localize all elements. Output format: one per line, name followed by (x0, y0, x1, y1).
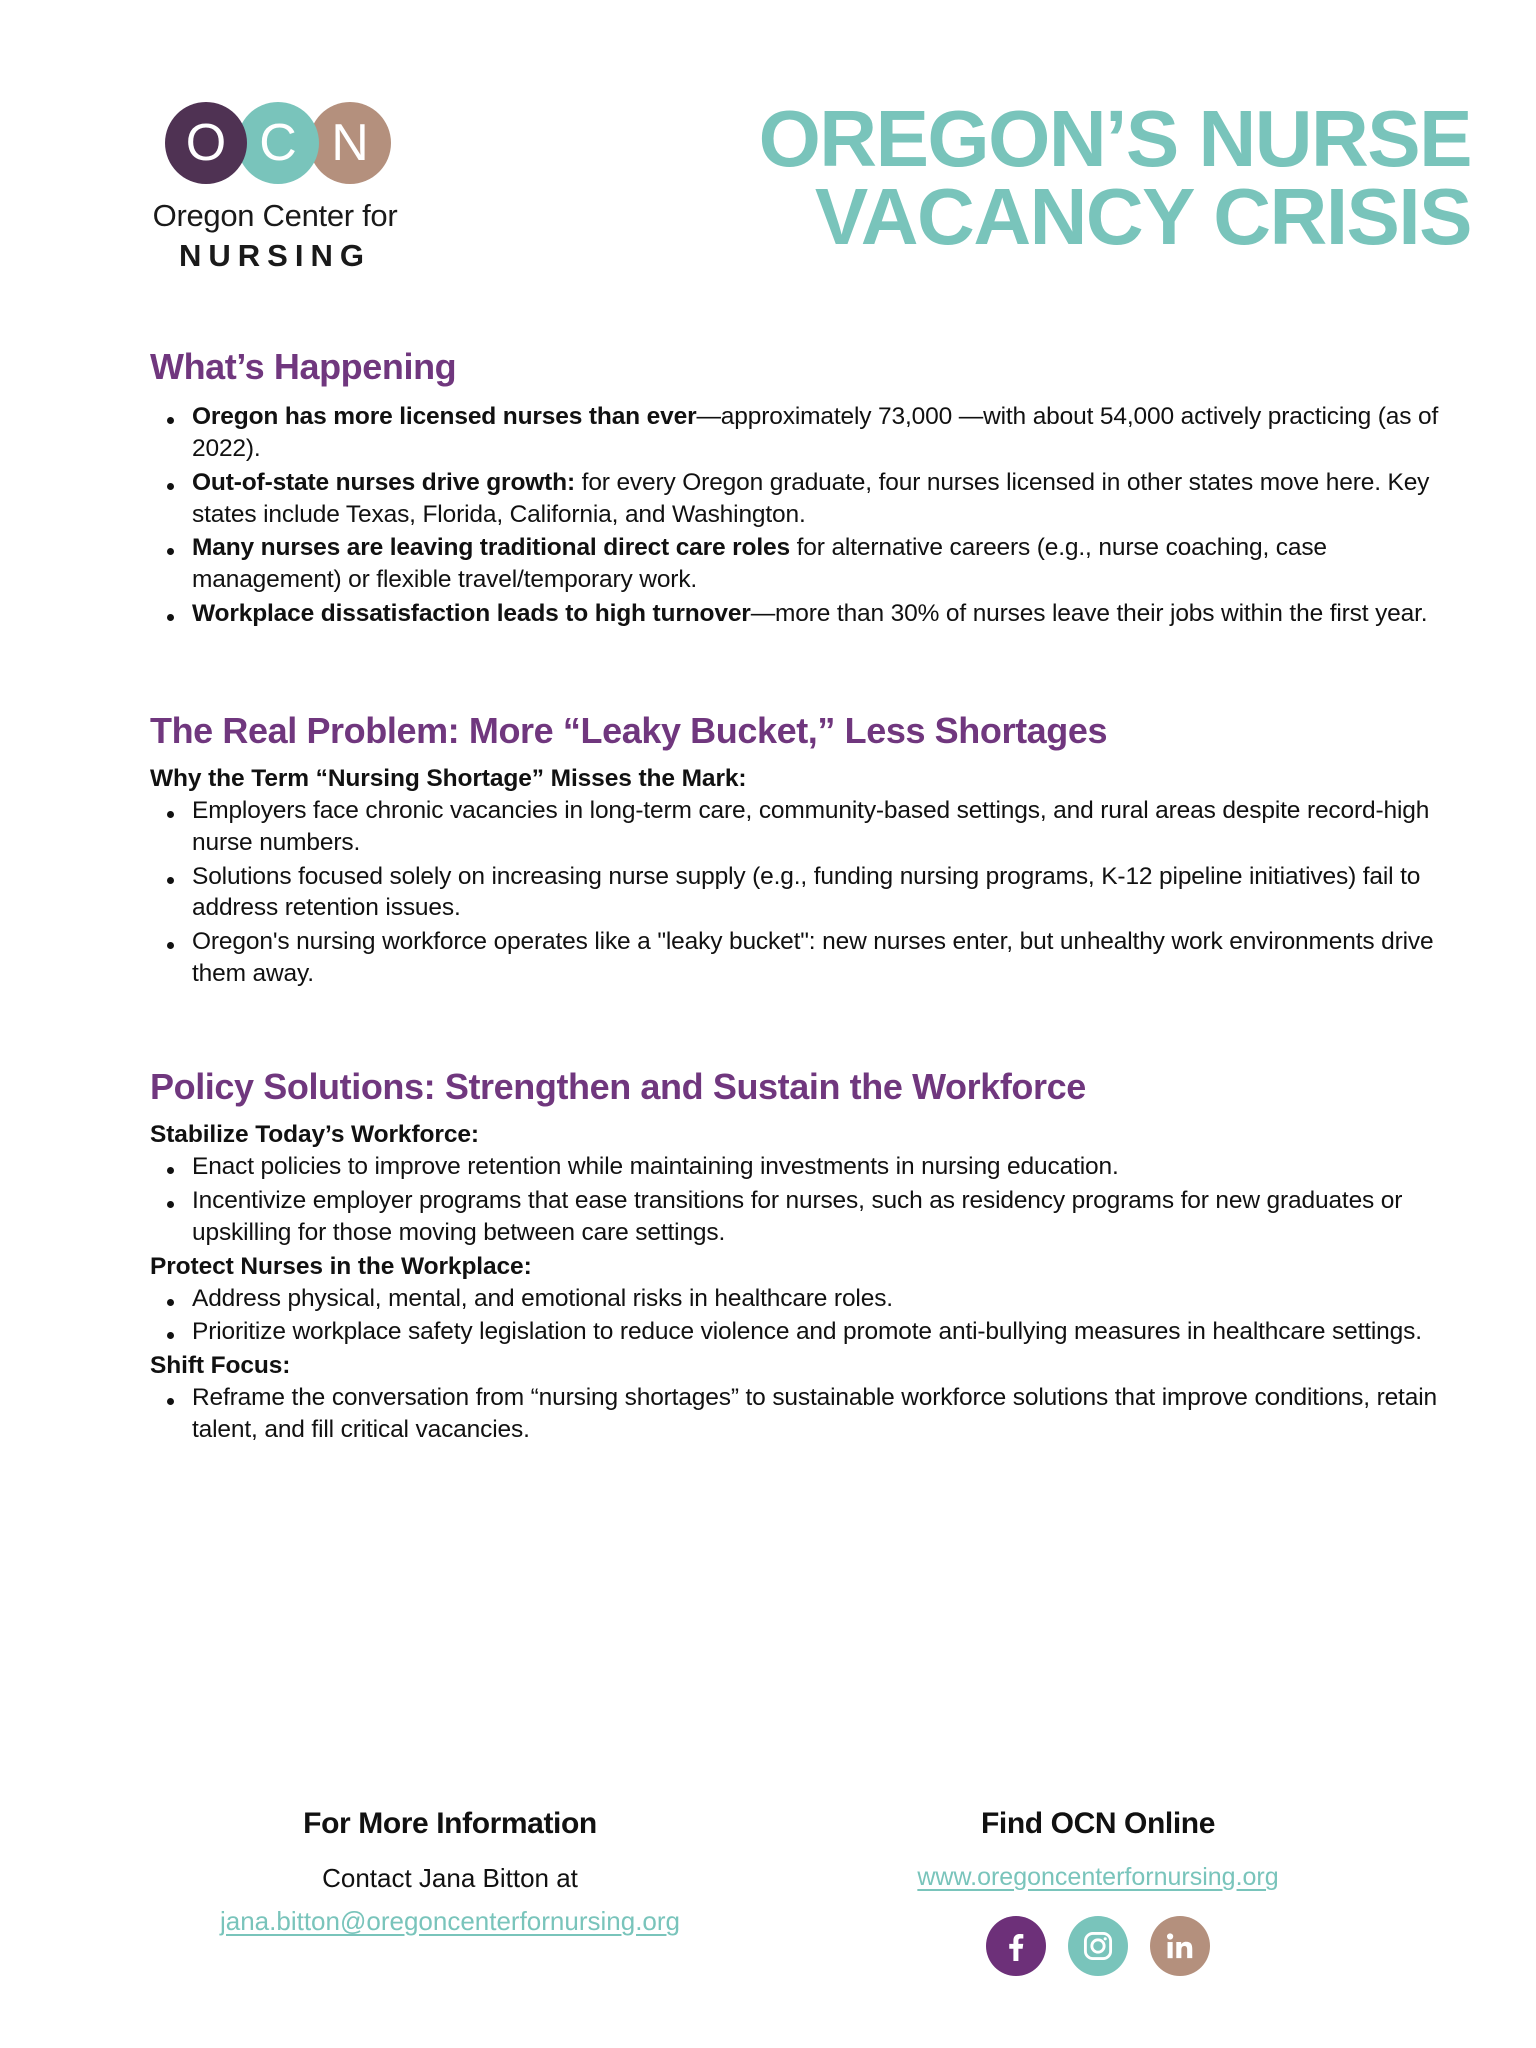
ocn-logo (120, 96, 430, 274)
bullet-list (150, 1151, 1481, 1249)
list-item (150, 1283, 1481, 1315)
sub-heading: Stabilize Today’s Workforce: (150, 1120, 479, 1148)
section-policy-solutions (150, 1066, 1481, 1446)
list-item (150, 926, 1481, 990)
list-item (150, 1151, 1481, 1183)
policy-group-protect (150, 1253, 1481, 1349)
section-spacer (150, 992, 1481, 1066)
list-item-bold: Out-of-state nurses drive growth: (192, 468, 575, 496)
sub-heading: Why the Term “Nursing Shortage” Misses the Mark: (150, 764, 747, 792)
list-item-text: Prioritize workplace safety legislation to reduce violence and promote anti-bullying measures in healthcare settings. (192, 1318, 1422, 1346)
bullet-list (150, 401, 1481, 630)
list-item (150, 401, 1481, 465)
list-item-text: Oregon's nursing workforce operates like a "leaky bucket": new nurses enter, but unhealthy work environments drive them away. (192, 928, 1434, 988)
footer-heading-find-ocn: Find OCN Online (981, 1807, 1215, 1840)
list-item-text: Address physical, mental, and emotional risks in healthcare roles. (192, 1284, 893, 1312)
contact-email-link[interactable]: jana.bitton@oregoncenterfornursing.org (219, 1906, 680, 1936)
section-whats-happening (150, 346, 1481, 630)
footer-contact-text: Contact Jana Bitton at (322, 1863, 578, 1893)
section-spacer (150, 632, 1481, 710)
logo-circle-c: C (237, 102, 319, 184)
list-item (150, 1185, 1481, 1249)
list-item (150, 1382, 1481, 1446)
list-item-bold: Many nurses are leaving traditional direct care roles (192, 534, 790, 562)
policy-group-stabilize (150, 1121, 1481, 1249)
sub-heading: Shift Focus: (150, 1352, 291, 1380)
social-links (750, 1916, 1446, 1976)
list-item (150, 467, 1481, 531)
bullet-list (150, 795, 1481, 990)
section-real-problem (150, 710, 1481, 990)
section-heading: What’s Happening (150, 346, 457, 387)
website-link[interactable]: www.oregoncenterfornursing.org (917, 1863, 1279, 1891)
list-item-text: Solutions focused solely on increasing nurse supply (e.g., funding nursing programs, K-12 pipeline initiatives) fail to address retention issues. (192, 862, 1421, 922)
linkedin-icon[interactable] (1150, 1916, 1210, 1976)
section-heading: The Real Problem: More “Leaky Bucket,” Less Shortages (150, 709, 1108, 751)
page-title-line2: VACANCY CRISIS (814, 172, 1471, 262)
list-item-text: Employers face chronic vacancies in long-term care, community-based settings, and rural areas despite record-high nurse numbers. (192, 796, 1430, 856)
sub-heading: Protect Nurses in the Workplace: (150, 1252, 532, 1280)
section-heading: Policy Solutions: Strengthen and Sustain the Workforce (150, 1065, 1086, 1107)
logo-text-line1: Oregon Center for (152, 198, 398, 233)
list-item-bold: Oregon has more licensed nurses than ever (192, 403, 697, 430)
list-item-text: —more than 30% of nurses leave their jobs within the first year. (750, 600, 1428, 628)
logo-circle-n: N (309, 102, 391, 184)
page-content (0, 346, 1536, 1446)
list-item-text: for alternative careers (e.g., nurse coaching, case management) or flexible travel/temporary work. (192, 534, 1327, 594)
logo-circles (126, 102, 430, 184)
policy-group-shift (150, 1352, 1481, 1446)
page-title-line1: OREGON’S NURSE (758, 94, 1471, 183)
list-item-text: Enact policies to improve retention while maintaining investments in nursing education. (192, 1152, 1119, 1180)
list-item (150, 795, 1481, 859)
facebook-icon[interactable] (986, 1916, 1046, 1976)
list-item-bold: Workplace dissatisfaction leads to high turnover (192, 600, 751, 628)
list-item-text: for every Oregon graduate, four nurses licensed in other states move here. Key states include Texas, Florida, California, and Washington. (192, 468, 1430, 528)
list-item (150, 1316, 1481, 1348)
bullet-list (150, 1283, 1481, 1349)
footer-contact-column (150, 1807, 750, 1976)
footer-online-column (750, 1807, 1446, 1976)
list-item-text: Reframe the conversation from “nursing shortages” to sustainable workforce solutions that improve conditions, retain talent, and fill critical vacancies. (192, 1384, 1437, 1444)
page-header (0, 0, 1536, 274)
logo-text-line2: NURSING (179, 238, 371, 273)
list-item (150, 532, 1481, 596)
footer-heading-more-info: For More Information (303, 1807, 597, 1840)
instagram-icon[interactable] (1068, 1916, 1128, 1976)
bullet-list (150, 1382, 1481, 1446)
list-item (150, 598, 1481, 630)
list-item (150, 861, 1481, 925)
page-title (470, 94, 1496, 262)
list-item-text: —approximately 73,000 —with about 54,000 actively practicing (as of 2022). (192, 403, 1439, 462)
logo-circle-o: O (165, 102, 247, 184)
list-item-text: Incentivize employer programs that ease transitions for nurses, such as residency programs for new graduates or upskilling for those moving between care settings. (192, 1186, 1403, 1246)
page-footer (0, 1807, 1536, 1976)
